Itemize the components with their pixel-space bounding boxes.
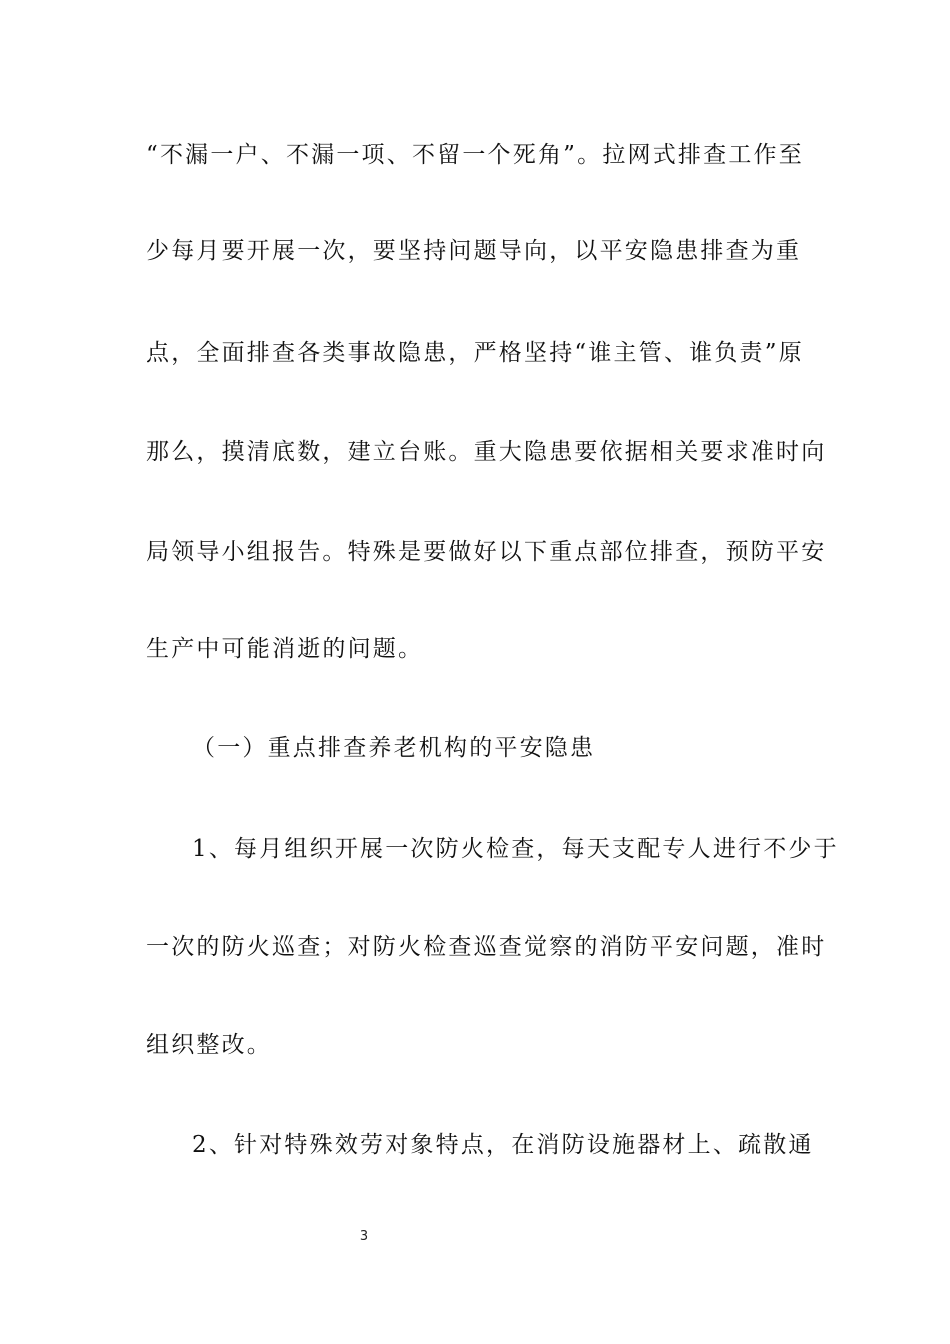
page-number: 3: [359, 1229, 369, 1244]
paragraph-line: 组织整改。: [146, 1032, 272, 1058]
paragraph-line: 那么，摸清底数，建立台账。重大隐患要依据相关要求准时向: [146, 439, 827, 465]
paragraph-line: 生产中可能消逝的问题。: [146, 636, 424, 662]
paragraph-line: 局领导小组报告。特殊是要做好以下重点部位排查，预防平安: [146, 539, 827, 565]
section-heading: （一）重点排查养老机构的平安隐患: [192, 735, 596, 761]
paragraph-line: “不漏一户、不漏一项、不留一个死角”。拉网式排查工作至: [146, 142, 804, 168]
list-item-line: 1、每月组织开展一次防火检查，每天支配专人进行不少于: [192, 836, 839, 862]
paragraph-line: 少每月要开展一次，要坚持问题导向，以平安隐患排查为重: [146, 238, 802, 264]
paragraph-line: 一次的防火巡查；对防火检查巡查觉察的消防平安问题，准时: [146, 934, 827, 960]
list-item-line: 2、针对特殊效劳对象特点，在消防设施器材上、疏散通: [192, 1132, 814, 1158]
paragraph-line: 点，全面排查各类事故隐患，严格坚持“谁主管、谁负责”原: [146, 340, 804, 366]
